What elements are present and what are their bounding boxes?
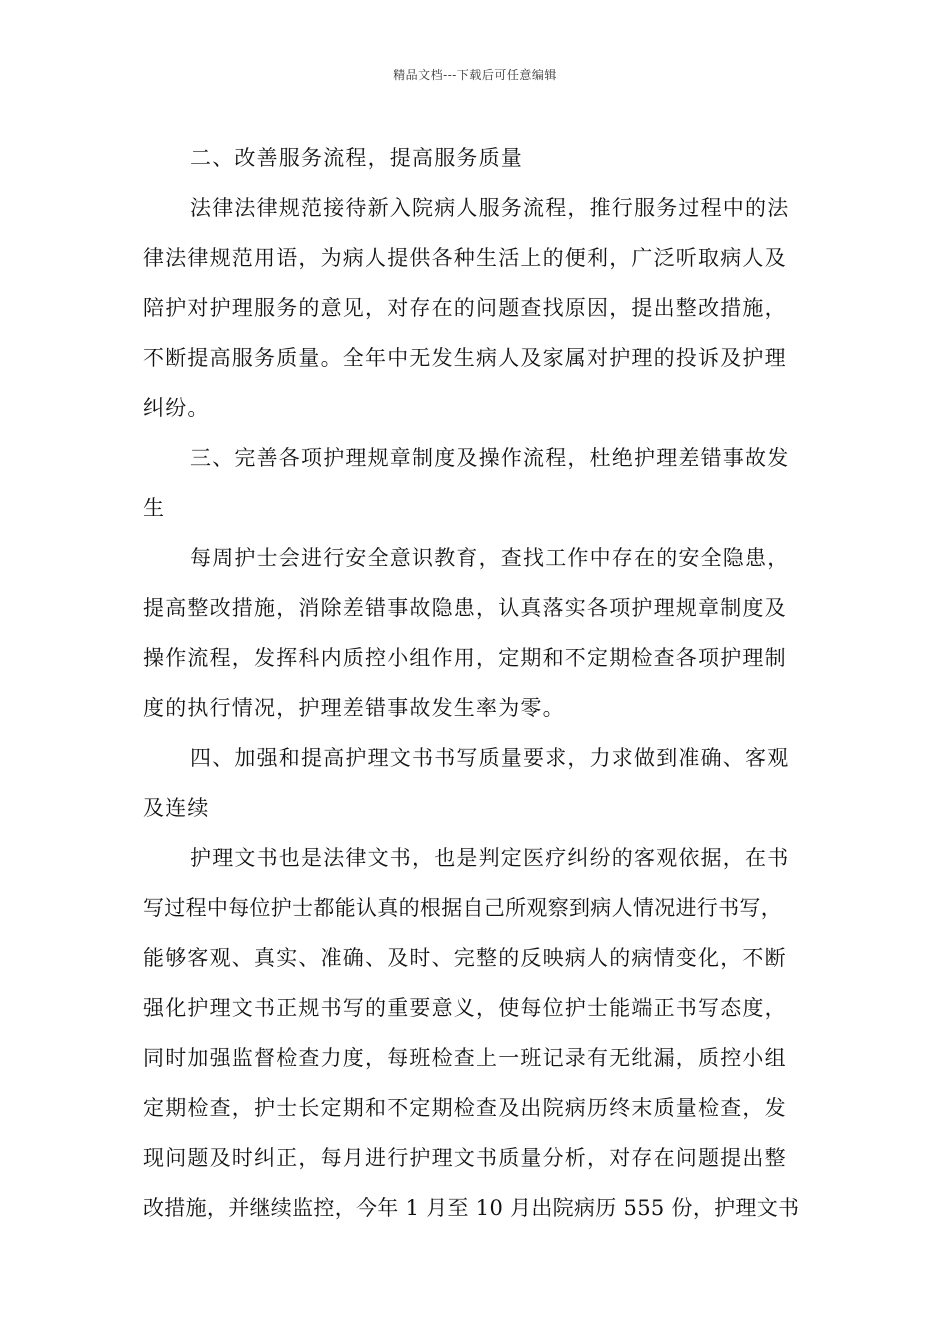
paragraph-line: 陪护对护理服务的意见，对存在的问题查找原因，提出整改措施，: [143, 296, 787, 320]
section-heading: 三、完善各项护理规章制度及操作流程，杜绝护理差错事故发: [190, 446, 790, 470]
paragraph-line: 写过程中每位护士都能认真的根据自己所观察到病人情况进行书写，: [143, 896, 782, 920]
paragraph-line: 律法律规范用语，为病人提供各种生活上的便利，广泛听取病人及: [143, 246, 787, 270]
paragraph-line: 同时加强监督检查力度，每班检查上一班记录有无纰漏，质控小组: [143, 1046, 787, 1070]
paragraph-line: 不断提高服务质量。全年中无发生病人及家属对护理的投诉及护理: [143, 346, 787, 370]
paragraph-line: 定期检查，护士长定期和不定期检查及出院病历终末质量检查，发: [143, 1096, 787, 1120]
document-body: [143, 133, 833, 1233]
paragraph-line: 能够客观、真实、准确、及时、完整的反映病人的病情变化，不断: [143, 946, 787, 970]
paragraph-line: 现问题及时纠正，每月进行护理文书质量分析，对存在问题提出整: [143, 1146, 787, 1170]
section-heading: 生: [143, 496, 166, 520]
paragraph-line: 每周护士会进行安全意识教育，查找工作中存在的安全隐患，: [190, 546, 790, 570]
page-header: 精品文档---下载后可任意编辑: [393, 68, 557, 82]
paragraph-line: 法律法律规范接待新入院病人服务流程，推行服务过程中的法: [190, 196, 790, 220]
paragraph-line: 提高整改措施，消除差错事故隐患，认真落实各项护理规章制度及: [143, 596, 787, 620]
section-heading: 二、改善服务流程，提高服务质量: [190, 146, 523, 170]
paragraph-line: 纠纷。: [143, 396, 210, 420]
paragraph-line: 强化护理文书正规书写的重要意义，使每位护士能端正书写态度，: [143, 996, 787, 1020]
paragraph-line: 改措施，并继续监控，今年 1 月至 10 月出院病历 555 份，护理文书: [143, 1196, 800, 1220]
paragraph-line: 护理文书也是法律文书，也是判定医疗纠纷的客观依据，在书: [190, 846, 790, 870]
paragraph-line: 度的执行情况，护理差错事故发生率为零。: [143, 696, 565, 720]
paragraph-line: 操作流程，发挥科内质控小组作用，定期和不定期检查各项护理制: [143, 646, 787, 670]
section-heading: 及连续: [143, 796, 210, 820]
section-heading: 四、加强和提高护理文书书写质量要求，力求做到准确、客观: [190, 746, 790, 770]
